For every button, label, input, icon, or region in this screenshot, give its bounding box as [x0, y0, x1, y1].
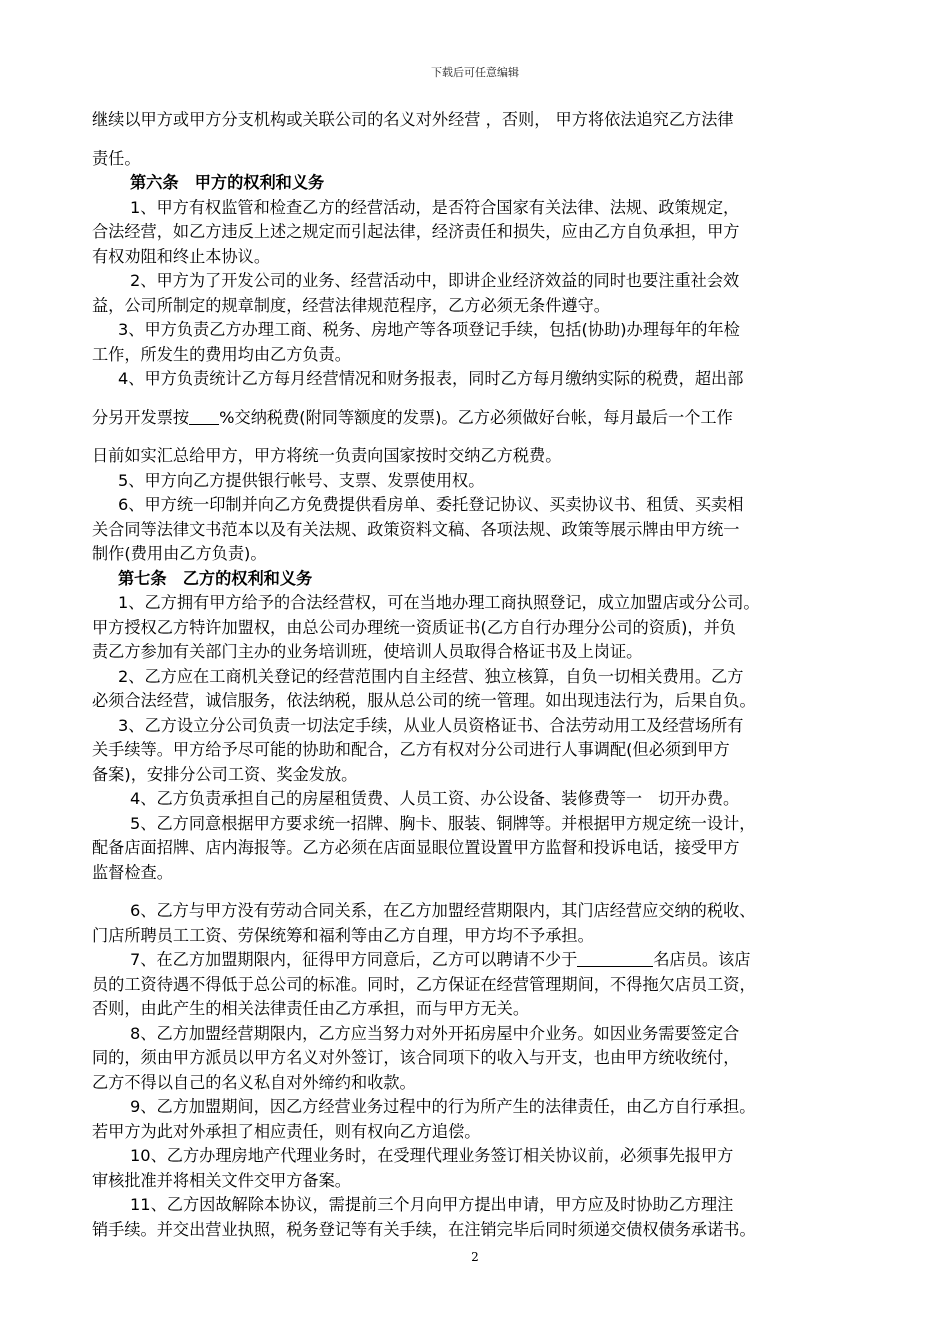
text-line [92, 861, 862, 886]
line-text: 日前如实汇总给甲方，甲方将统一负责向国家按时交纳乙方税费。 [92, 446, 562, 465]
text-line [92, 1218, 862, 1243]
line-text: 分另开发票按 [92, 407, 190, 427]
line-text: 备案)，安排分公司工资、奖金发放。 [92, 764, 358, 784]
page-number: 2 [471, 1250, 479, 1264]
line-text: 员的工资待遇不得低于总公司的标准。同时，乙方保证在经营管理期间，不得拖欠店员工资， [92, 974, 756, 994]
text-line [92, 1022, 862, 1047]
line-text: 制作(费用由乙方负责)。 [92, 544, 267, 563]
line-text: 关合同等法律文书范本以及有关法规、政策资料文稿、各项法规、政策等展示牌由甲方统一 [92, 519, 740, 539]
text-line [92, 294, 862, 319]
line-text: 7、在乙方加盟期限内，征得甲方同意后，乙方可以聘请不少于 [130, 950, 578, 969]
line-text: 审核批准并将相关文件交甲方备案。 [92, 1170, 351, 1190]
text-line [92, 763, 862, 788]
line-text: 同的，须由甲方派员以甲方名义对外签订，该合同项下的收入与开支，也由甲方统收统付， [92, 1048, 740, 1067]
line-text: 甲方授权乙方特许加盟权，由总公司办理统一资质证书(乙方自行办理分公司的资质)，并负 [92, 617, 736, 637]
text-line [92, 899, 862, 924]
text-line [92, 1071, 862, 1096]
text-line [92, 973, 862, 998]
text-line [92, 1193, 862, 1218]
text-line [92, 836, 862, 861]
line-text: 4、甲方负责统计乙方每月经营情况和财务报表，同时乙方每月缴纳实际的税费，超出部 [118, 369, 744, 388]
line-text: 有权劝阻和终止本协议。 [92, 246, 271, 266]
text-line [92, 406, 862, 431]
text-line [92, 108, 862, 133]
line-text: 否则，由此产生的相关法律责任由乙方承担，而与甲方无关。 [92, 999, 530, 1018]
line-text: 2、甲方为了开发公司的业务、经营活动中，即讲企业经济效益的同时也要注重社会效 [130, 271, 740, 290]
line-text: 责乙方参加有关部门主办的业务培训班，使培训人员取得合格证书及上岗证。 [92, 642, 643, 661]
text-line [92, 318, 862, 343]
text-line [92, 1169, 862, 1194]
text-line [92, 367, 862, 392]
line-text: 8、乙方加盟经营期限内，乙方应当努力对外开拓房屋中介业务。如因业务需要签定合 [130, 1023, 740, 1043]
text-line [92, 665, 862, 690]
line-text: 监督检查。 [92, 862, 173, 882]
line-text: 必须合法经营，诚信服务，依法纳税，服从总公司的统一管理。如出现违法行为，后果自负。 [92, 691, 756, 710]
line-text: 10、乙方办理房地产代理业务时，在受理代理业务签订相关协议前，必须事先报甲方 [130, 1146, 734, 1165]
line-text: 第七条 乙方的权利和义务 [118, 568, 313, 588]
text-line [92, 245, 862, 270]
text-line [92, 220, 862, 245]
text-line [92, 1120, 862, 1145]
text-line [92, 616, 862, 641]
line-text: 5、乙方同意根据甲方要求统一招牌、胸卡、服装、铜牌等。并根据甲方规定统一设计， [130, 813, 756, 833]
line-text: 3、甲方负责乙方办理工商、税务、房地产等各项登记手续，包括(协助)办理每年的年检 [118, 320, 740, 339]
text-line [92, 196, 862, 221]
text-line [92, 269, 862, 294]
text-line [92, 948, 862, 973]
line-text: 11、乙方因故解除本协议，需提前三个月向甲方提出申请，甲方应及时协助乙方理注 [130, 1195, 734, 1214]
line-text-after-blank: %交纳税费(附同等额度的发票)。乙方必须做好台帐，每月最后一个工作 [219, 407, 733, 427]
line-text: 1、甲方有权监管和检查乙方的经营活动，是否符合国家有关法律、法规、政策规定， [130, 197, 740, 217]
text-line [92, 640, 862, 665]
text-line [92, 997, 862, 1022]
line-text: 门店所聘员工工资、劳保统筹和福利等由乙方自理，甲方均不予承担。 [92, 925, 594, 945]
text-line [92, 1095, 862, 1120]
line-text: 第六条 甲方的权利和义务 [130, 173, 325, 192]
fill-in-blank [577, 951, 653, 967]
line-text: 6、乙方与甲方没有劳动合同关系，在乙方加盟经营期限内，其门店经营应交纳的税收、 [130, 901, 756, 920]
text-line [92, 689, 862, 714]
line-text: 乙方不得以自己的名义私自对外缔约和收款。 [92, 1072, 416, 1092]
line-text: 益，公司所制定的规章制度，经营法律规范程序，乙方必须无条件遵守。 [92, 295, 610, 315]
line-text: 若甲方为此对外承担了相应责任，则有权向乙方追偿。 [92, 1121, 481, 1141]
text-line [92, 1046, 862, 1071]
line-text: 4、乙方负责承担自己的房屋租赁费、人员工资、办公设备、装修费等一 切开办费。 [130, 789, 740, 808]
line-text: 销手续。并交出营业执照，税务登记等有关手续，在注销完毕后同时须递交债权债务承诺书。 [92, 1219, 756, 1239]
line-text: 6、甲方统一印制并向乙方免费提供看房单、委托登记协议、买卖协议书、租赁、买卖相 [118, 495, 744, 514]
line-text: 责任。 [92, 148, 141, 168]
text-line [92, 171, 862, 196]
text-line [92, 1144, 862, 1169]
text-line [92, 738, 862, 763]
line-text: 1、乙方拥有甲方给予的合法经营权，可在当地办理工商执照登记，成立加盟店或分公司。 [118, 593, 760, 612]
text-line [92, 567, 862, 592]
line-text-after-blank: 名店员。该店 [653, 950, 751, 969]
line-text: 关手续等。甲方给予尽可能的协助和配合，乙方有权对分公司进行人事调配(但必须到甲方 [92, 740, 730, 759]
text-line [92, 444, 862, 469]
line-text: 工作，所发生的费用均由乙方负责。 [92, 344, 351, 364]
text-line [92, 469, 862, 494]
document-body [92, 108, 862, 1242]
text-line [92, 542, 862, 567]
line-text: 继续以甲方或甲方分支机构或关联公司的名义对外经营 ，否则， 甲方将依法追究乙方法律 [92, 110, 734, 129]
line-text: 配备店面招牌、店内海报等。乙方必须在店面显眼位置设置甲方监督和投诉电话，接受甲方 [92, 838, 740, 857]
text-line [92, 924, 862, 949]
line-text: 3、乙方设立分公司负责一切法定手续，从业人员资格证书、合法劳动用工及经营场所有 [118, 715, 744, 735]
text-line [92, 147, 862, 172]
line-text: 合法经营，如乙方违反上述之规定而引起法律，经济责任和损失，应由乙方自负承担，甲方 [92, 222, 740, 241]
text-line [92, 714, 862, 739]
text-line [92, 787, 862, 812]
line-text: 9、乙方加盟期间，因乙方经营业务过程中的行为所产生的法律责任，由乙方自行承担。 [130, 1097, 756, 1116]
text-line [92, 493, 862, 518]
text-line [92, 343, 862, 368]
text-line [92, 591, 862, 616]
text-line [92, 518, 862, 543]
page-header: 下载后可任意编辑 [431, 66, 519, 79]
line-text: 2、乙方应在工商机关登记的经营范围内自主经营、独立核算，自负一切相关费用。乙方 [118, 666, 744, 686]
text-line [92, 812, 862, 837]
fill-in-blank [189, 409, 219, 425]
line-text: 5、甲方向乙方提供银行帐号、支票、发票使用权。 [118, 470, 485, 490]
